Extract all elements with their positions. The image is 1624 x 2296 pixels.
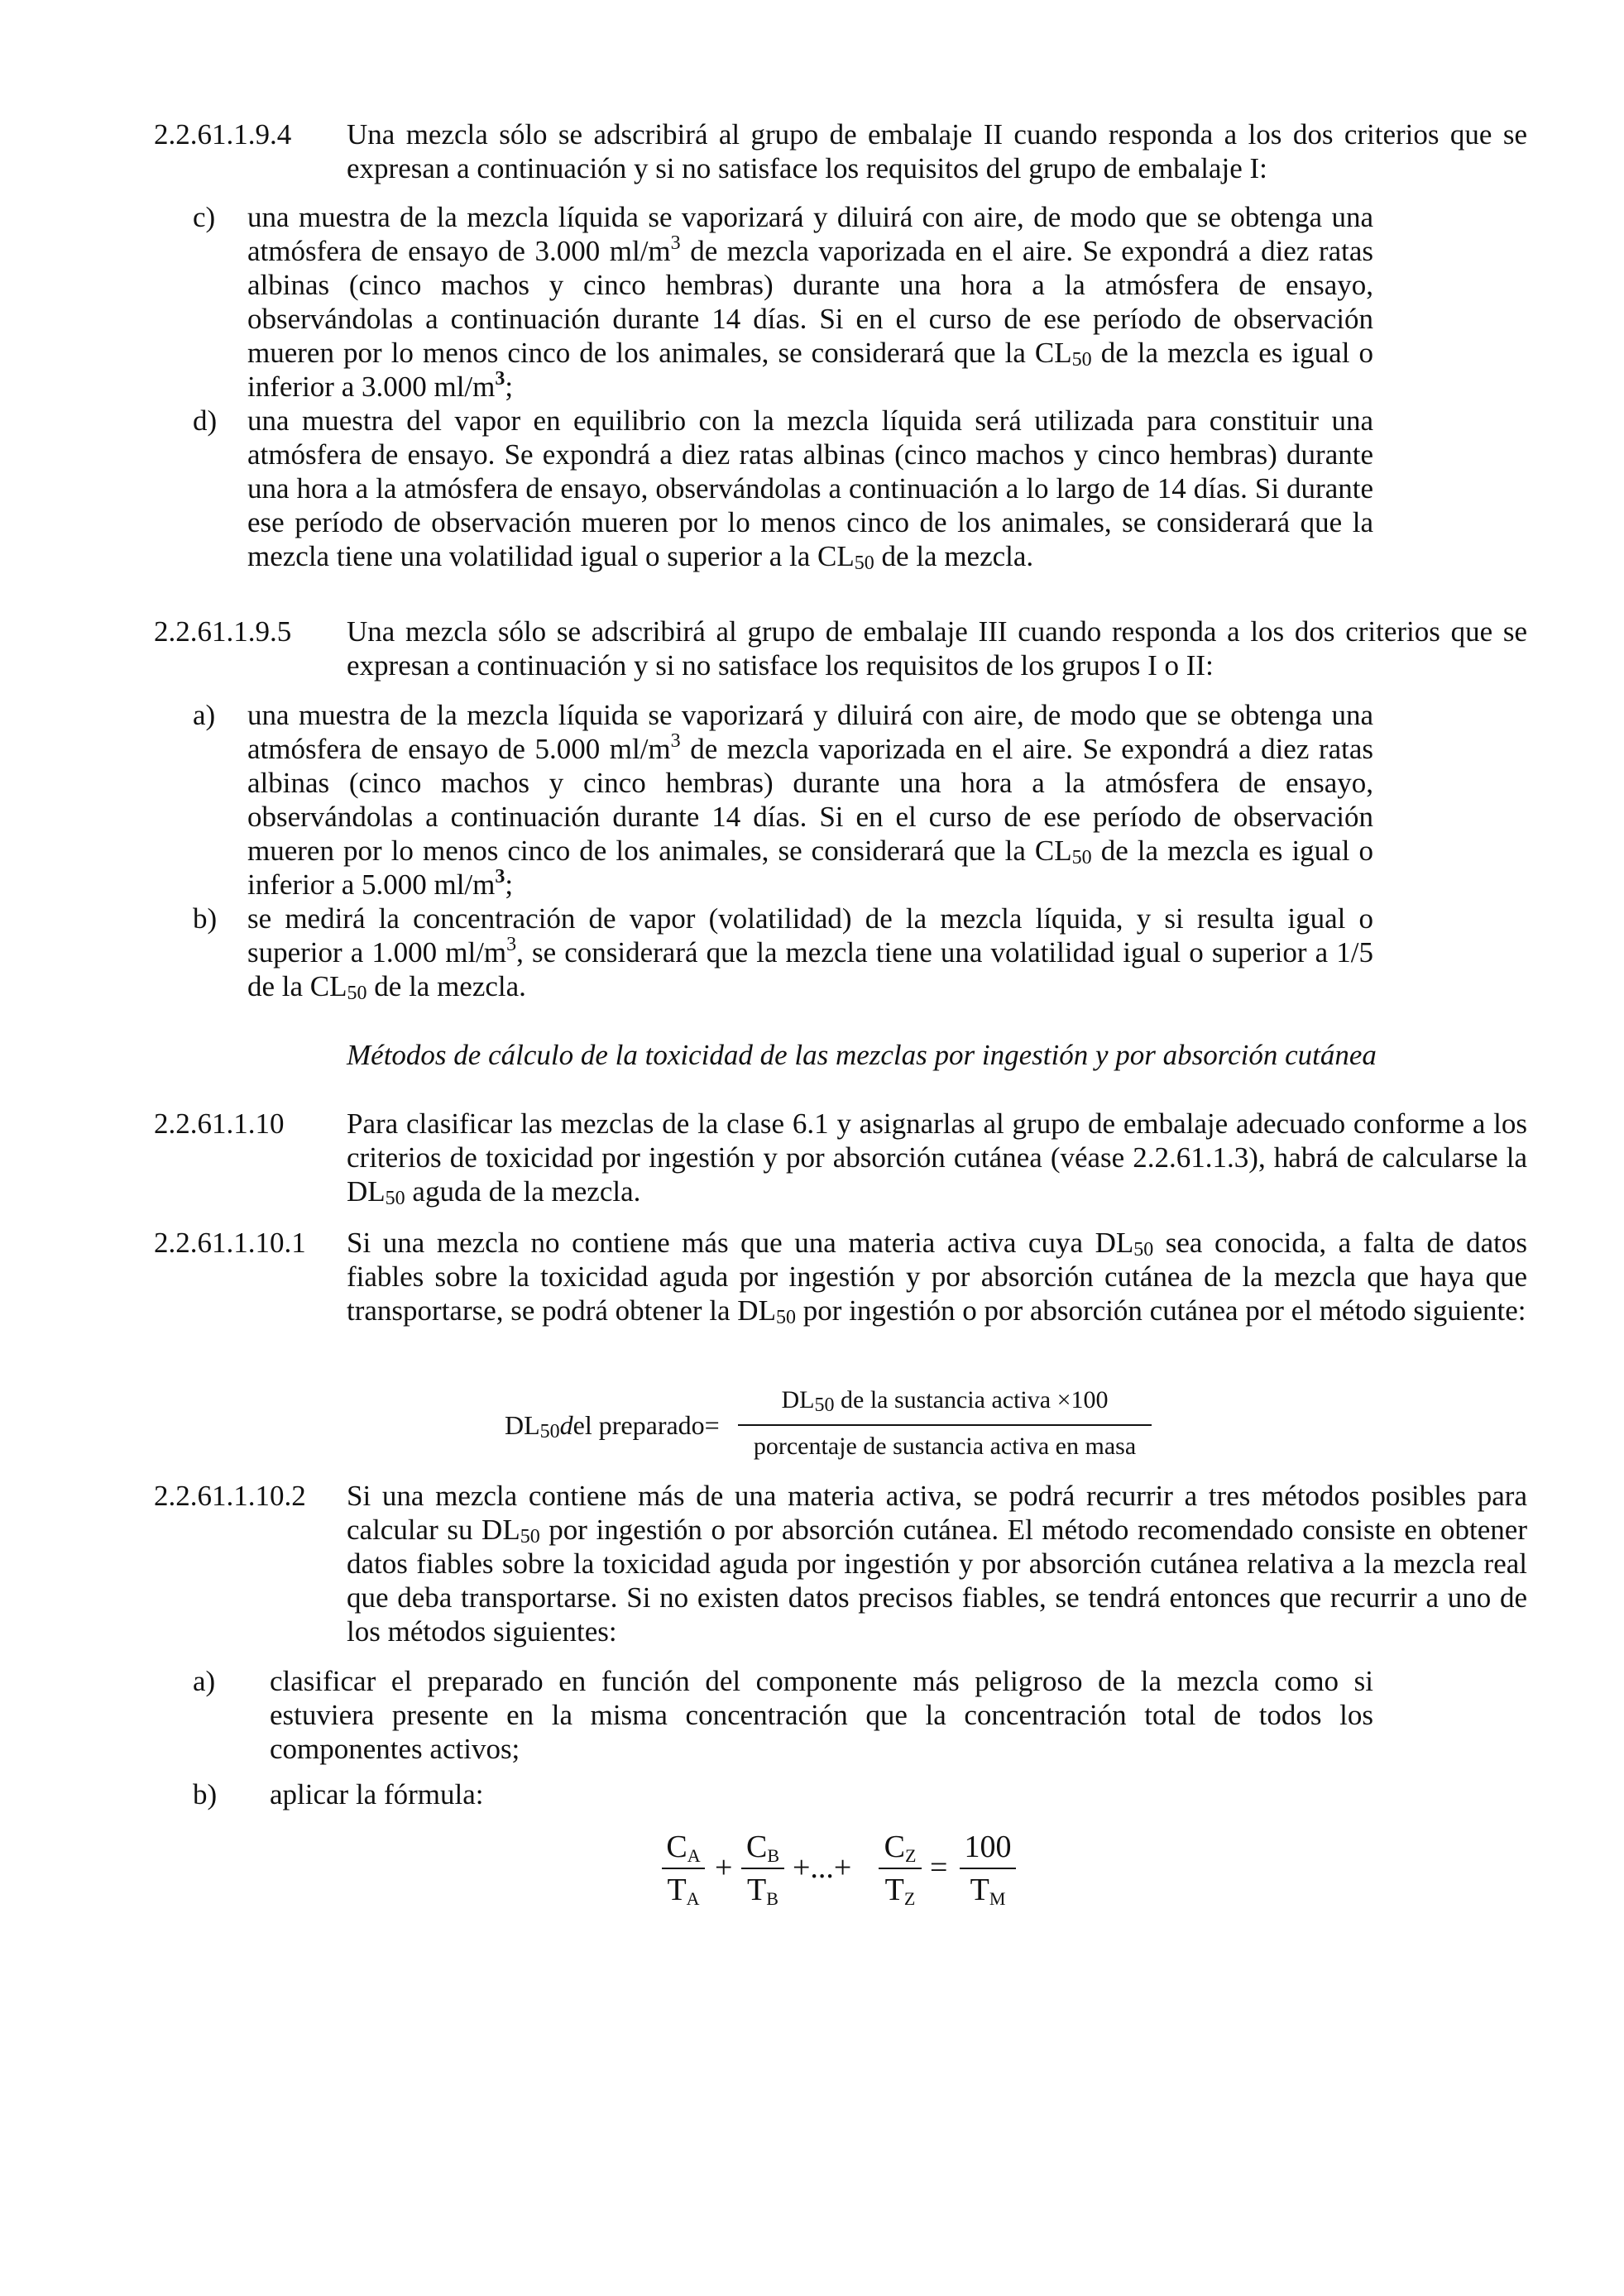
formula-lhs: $DL_{50}del$ preparado=	[505, 1410, 720, 1442]
item-label: b)	[193, 902, 218, 935]
item-label: d)	[193, 404, 218, 437]
list-item-a: a) una muestra de la mezcla líquida se vaporizará y diluirá con aire, de modo que se obtenga una atmósfera de ensayo de 5.000 $ml/m^3$ de mezcla vaporizada en el aire. Se expondrá a diez ratas albinas (cinco machos y cinco hembras) durante una hora a la atmósfera de ensayo, observándolas a continuación durante 14 días. Si en el curso de ese período de observación mueren por lo menos cinco de los animales, se considerará que la $CL_{50}$ de la mezcla es igual o inferior a 5.000 $ml/m^3$;	[193, 699, 1373, 901]
fraction-bar	[738, 1424, 1152, 1426]
formula-dl50-preparation	[505, 1386, 1167, 1469]
fraction-bar	[960, 1868, 1016, 1869]
fraction-bar	[662, 1868, 705, 1869]
list-item-b: b) se medirá la concentración de vapor (volatilidad) de la mezcla líquida, y si resulta igual o superior a 1.000 $ml/m^3$, se considerará que la mezcla tiene una volatilidad igual o superior a 1/5 de la $CL_{50}$ de la mezcla.	[193, 902, 1373, 1004]
section-2-2-61-1-10	[154, 1107, 1527, 1208]
fraction-bar	[741, 1868, 784, 1869]
section-number: 2.2.61.1.9.4	[154, 118, 292, 151]
list-s5	[0, 1664, 1373, 1811]
section-intro: Una mezcla sólo se adscribirá al grupo de embalaje II cuando responda a los dos criterios que se expresan a continuación y si no satisface los requisitos del grupo de embalaje I:	[347, 118, 1527, 184]
section-2-2-61-1-9-5	[154, 615, 1527, 682]
section-number: 2.2.61.1.9.5	[154, 615, 292, 648]
section-number: 2.2.61.1.10.1	[154, 1227, 306, 1259]
fraction-b: $C_B$ $T_B$	[741, 1828, 784, 1909]
section-intro: Una mezcla sólo se adscribirá al grupo de embalaje III cuando responda a los dos criterios que se expresan a continuación y si no satisface los requisitos de los grupos I o II:	[347, 615, 1527, 682]
fraction-m: 100 $T_M$	[960, 1828, 1016, 1909]
section-text: Para clasificar las mezclas de la clase 6.1 y asignarlas al grupo de embalaje adecuado conforme a los criterios de toxicidad por ingestión y por absorción cutánea (véase 2.2.61.1.3), habrá de calcularse la $DL_{50}$ aguda de la mezcla.	[347, 1107, 1527, 1209]
formula-mixture-toxicity	[662, 1828, 1026, 1919]
section-2-2-61-1-10-1	[154, 1226, 1527, 1327]
section-text: Si una mezcla contiene más de una materia activa, se podrá recurrir a tres métodos posibles para calcular su $DL_{50}$ por ingestión o por absorción cutánea. El método recomendado consiste en obtener datos fiables sobre la toxicidad aguda por ingestión y por absorción cutánea relativa a la mezcla real que deba transportarse. Si no existen datos precisos fiables, se tendrá entonces que recurrir a uno de los métodos siguientes:	[347, 1480, 1527, 1648]
item-label: a)	[193, 1665, 216, 1697]
list-item-a: a) clasificar el preparado en función del componente más peligroso de la mezcla como si estuviera presente en la misma concentración que la concentración total de todos los componentes activos;	[193, 1665, 1373, 1765]
item-label: c)	[193, 201, 216, 233]
fraction-z: $C_Z$ $T_Z$	[879, 1828, 922, 1909]
formula-denominator: porcentaje de sustancia activa en masa	[753, 1433, 1137, 1460]
equals-operator: =	[930, 1850, 948, 1885]
subheading: Métodos de cálculo de la toxicidad de las mezclas por ingestión y por absorción cutánea	[347, 1039, 1377, 1071]
list-item-b: b) aplicar la fórmula:	[193, 1778, 484, 1810]
section-number: 2.2.61.1.10.2	[154, 1480, 306, 1512]
formula-numerator: $DL_{50}$ de la sustancia activa ×100	[781, 1386, 1109, 1416]
section-text: Si una mezcla no contiene más que una materia activa cuya $DL_{50}$ sea conocida, a falta de datos fiables sobre la toxicidad aguda por ingestión y por absorción cutánea de la mezcla que haya que transportarse, se podrá obtener la $DL_{50}$ por ingestión o por absorción cutánea por el método siguiente:	[347, 1227, 1527, 1328]
section-2-2-61-1-9-4	[154, 117, 1527, 185]
section-number: 2.2.61.1.10	[154, 1107, 285, 1140]
plus-operator: +	[715, 1850, 733, 1885]
list-s2	[0, 698, 1373, 1003]
list-s1	[0, 200, 1373, 573]
ellipsis-operator: +...+	[793, 1850, 852, 1885]
section-2-2-61-1-10-2	[154, 1479, 1527, 1648]
list-item-c: c) una muestra de la mezcla líquida se vaporizará y diluirá con aire, de modo que se obtenga una atmósfera de ensayo de 3.000 $ml/m^3$ de mezcla vaporizada en el aire. Se expondrá a diez ratas albinas (cinco machos y cinco hembras) durante una hora a la atmósfera de ensayo, observándolas a continuación durante 14 días. Si en el curso de ese período de observación mueren por lo menos cinco de los animales, se considerará que la $CL_{50}$ de la mezcla es igual o inferior a 3.000 $ml/m^3$;	[193, 201, 1373, 403]
list-item-d: d) una muestra del vapor en equilibrio con la mezcla líquida será utilizada para constituir una atmósfera de ensayo. Se expondrá a diez ratas albinas (cinco machos y cinco hembras) durante una hora a la atmósfera de ensayo, observándolas a continuación a lo largo de 14 días. Si durante ese período de observación mueren por lo menos cinco de los animales, se considerará que la mezcla tiene una volatilidad igual o superior a la $CL_{50}$ de la mezcla.	[193, 404, 1373, 574]
item-label: a)	[193, 699, 216, 731]
item-label: b)	[193, 1778, 218, 1810]
fraction-a: $C_A$ $T_A$	[662, 1828, 705, 1909]
fraction-bar	[879, 1868, 922, 1869]
